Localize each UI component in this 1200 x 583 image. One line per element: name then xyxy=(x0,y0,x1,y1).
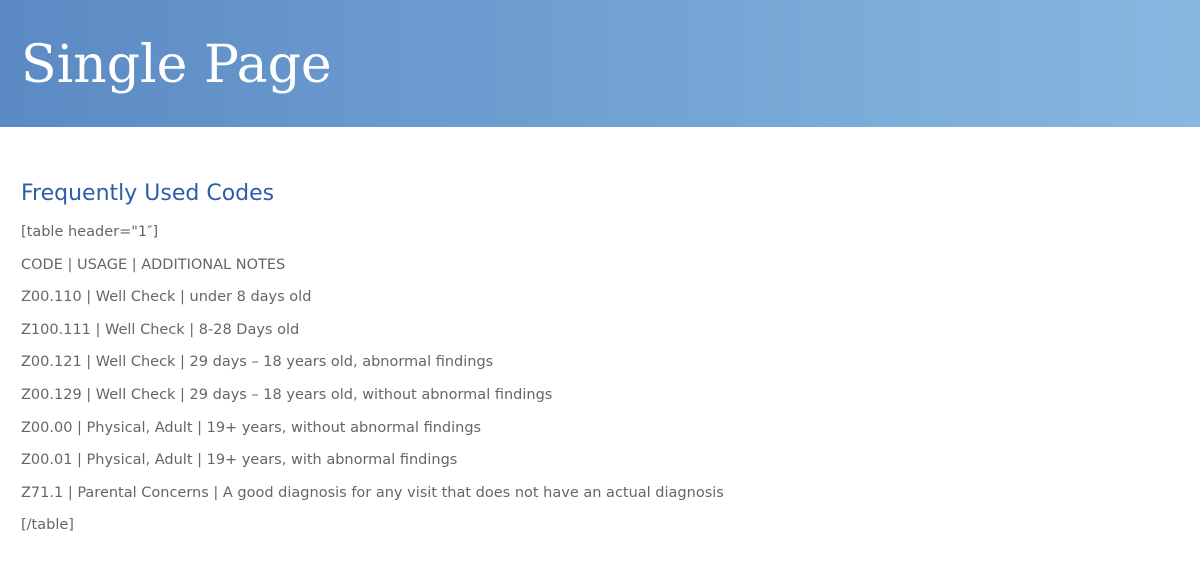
table-row: Z00.110 | Well Check | under 8 days old xyxy=(21,289,312,306)
table-row: Z100.111 | Well Check | 8-28 Days old xyxy=(21,321,300,338)
page-banner xyxy=(0,0,1200,127)
section-heading: Frequently Used Codes xyxy=(21,181,275,206)
page-content xyxy=(21,176,1171,548)
page-title: Single Page xyxy=(21,35,332,95)
table-row: Z00.121 | Well Check | 29 days – 18 years old, abnormal findings xyxy=(21,354,494,371)
table-row: Z00.00 | Physical, Adult | 19+ years, without abnormal findings xyxy=(21,419,482,436)
table-shortcode-open: [table header="1″] xyxy=(21,224,159,240)
table-row: Z00.01 | Physical, Adult | 19+ years, with abnormal findings xyxy=(21,452,458,469)
table-row: Z71.1 | Parental Concerns | A good diagnosis for any visit that does not have an actual diagnosis xyxy=(21,484,724,501)
content-lines xyxy=(21,222,1171,548)
table-row: Z00.129 | Well Check | 29 days – 18 years old, without abnormal findings xyxy=(21,386,553,403)
table-shortcode-close: [/table] xyxy=(21,517,74,534)
table-header-row: CODE | USAGE | ADDITIONAL NOTES xyxy=(21,256,286,273)
